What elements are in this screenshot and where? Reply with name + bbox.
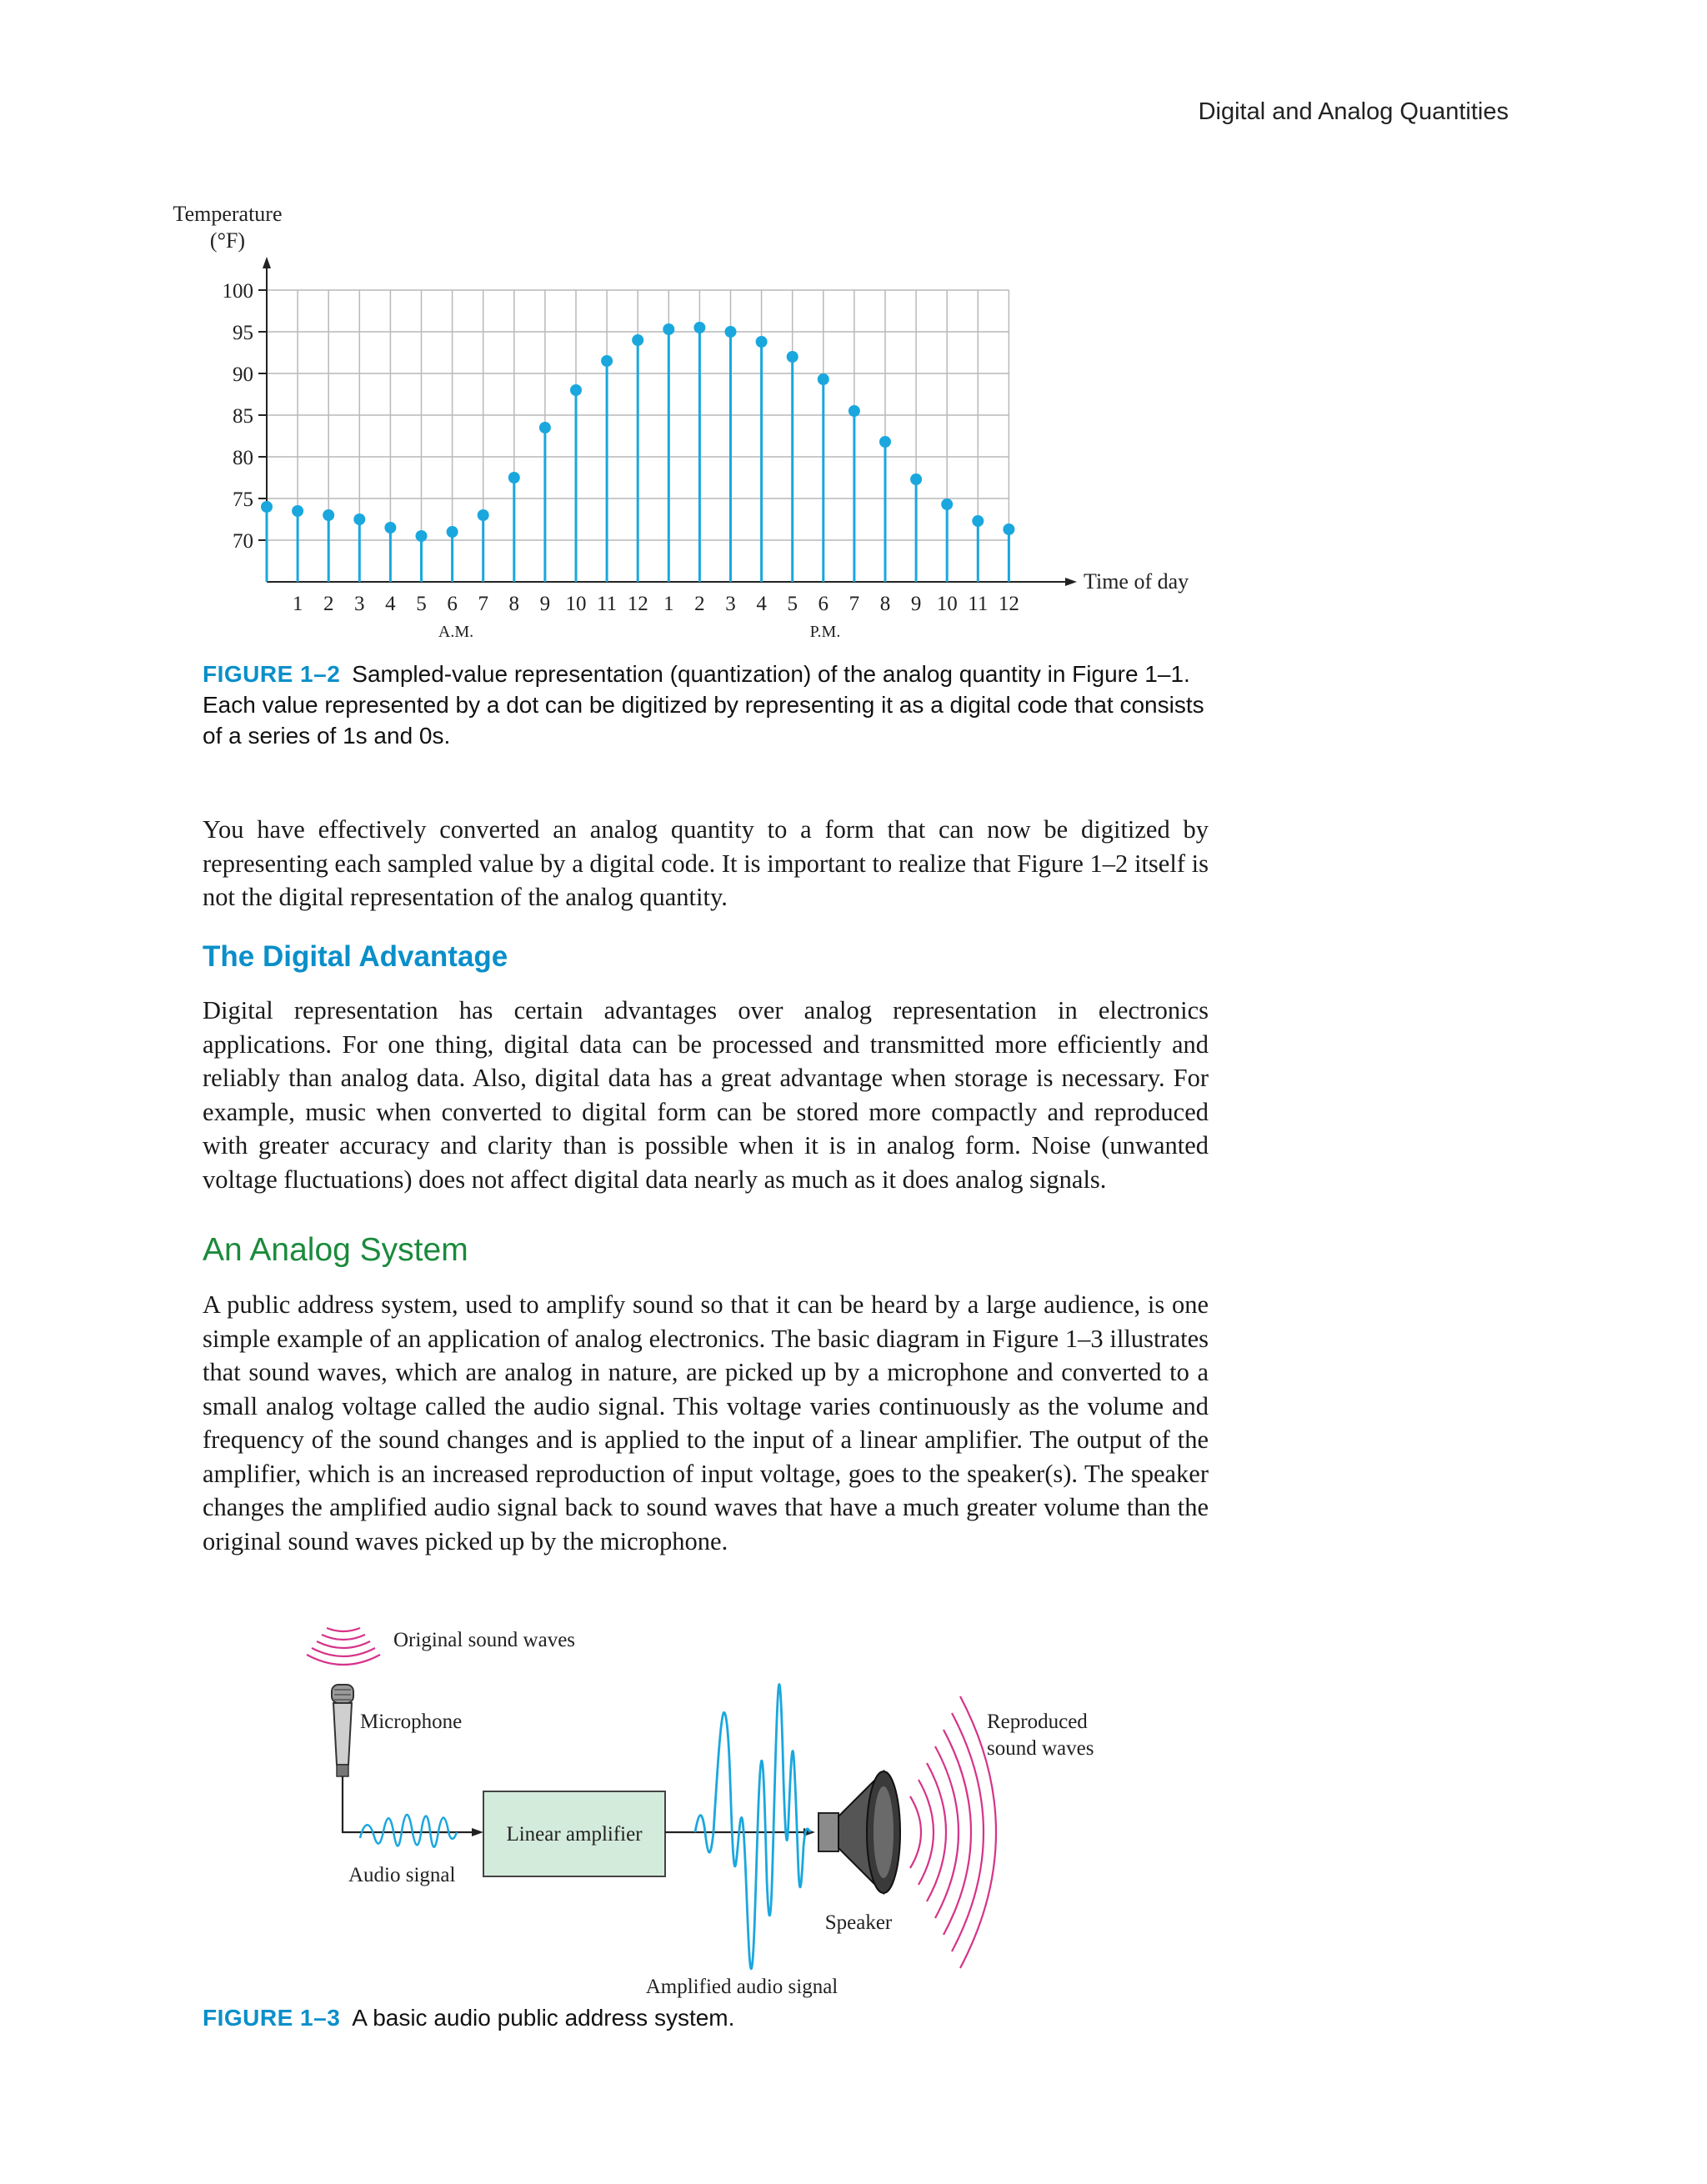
data-point [416,530,428,542]
original-sound-waves-label: Original sound waves [393,1629,576,1651]
section-heading-digital: The Digital Advantage [203,940,508,973]
x-tick-label: 11 [597,593,618,615]
data-stems [267,328,1009,582]
data-point [292,505,303,517]
x-tick-label: 2 [694,593,705,615]
y-tick-label: 90 [233,363,253,386]
input-arrow [472,1828,483,1836]
temperature-sample-chart [173,192,1209,659]
x-tick-label: 11 [968,593,989,615]
figure-label: FIGURE 1–3 [203,2005,341,2031]
data-point [261,501,273,513]
data-point [972,515,984,527]
figure-label: FIGURE 1–2 [203,661,341,687]
data-point [787,351,798,363]
x-tick-label: 7 [848,593,860,615]
reproduced-sound-waves-label-line2: sound waves [987,1737,1094,1760]
y-tick-labels [223,280,268,553]
paragraph-analog-system: A public address system, used to amplify sound so that it can be heard by a large audience, is one simple example of an application of analog electronics. The basic diagram in Figure 1–3 illustrates that sound waves, which are analog in nature, are picked up by a microphone and converted to a small analog voltage called the audio signal. This voltage varies continuously as the volume and frequency of the sound changes and is applied to the input of a linear amplifier. The output of the amplifier, which is an increased reproduction of input voltage, goes to the speaker(s). The speaker changes the amplified audio signal back to sound waves that have a much greater volume than the original sound waves picked up by the microphone. [203,1290,1209,1555]
data-point [478,509,489,521]
data-point [384,522,396,533]
x-tick-label: 10 [936,593,958,615]
figure-caption-text: A basic audio public address system. [352,2005,735,2031]
x-tick-label: 12 [998,593,1019,615]
pa-system-diagram [283,1613,1134,2005]
figure-1-2-caption [203,659,1219,751]
amplified-signal-waveform [695,1685,810,1969]
reproduced-sound-waves-icon [910,1696,996,1968]
x-tick-label: 4 [385,593,396,615]
data-point [632,334,643,346]
x-tick-label: 1 [292,593,303,615]
data-point [910,473,922,485]
x-tick-label: 2 [323,593,334,615]
x-axis-label: Time of day [1084,569,1189,594]
data-point [539,422,551,433]
x-tick-label: 12 [627,593,648,615]
x-tick-label: 1 [663,593,674,615]
audio-signal-label: Audio signal [348,1864,456,1886]
microphone-label: Microphone [360,1711,463,1733]
data-point [601,355,613,367]
mic-cable [343,1776,475,1832]
y-tick-label: 95 [233,322,253,344]
y-axis-label-line2: (°F) [209,228,246,253]
data-point [725,326,737,338]
x-tick-label: 7 [478,593,488,615]
x-axis-arrow [1065,578,1077,586]
data-point [1003,523,1014,535]
x-tick-labels [293,593,1019,615]
original-sound-waves-icon [307,1628,380,1665]
speaker-label: Speaker [824,1911,893,1934]
data-point [508,472,520,483]
running-head: Digital and Analog Quantities [1198,98,1509,125]
y-axis-label-line1: Temperature [173,202,283,226]
x-tick-label: 8 [508,593,520,615]
y-tick-label: 100 [222,280,253,303]
x-tick-label: 6 [818,593,829,615]
x-tick-label: 6 [447,593,458,615]
x-tick-label: 9 [539,593,551,615]
x-tick-label: 5 [416,593,427,615]
x-tick-label: 4 [756,593,767,615]
reproduced-sound-waves-label-line1: Reproduced [987,1711,1088,1733]
audio-signal-waveform [360,1815,457,1847]
data-point [323,509,334,521]
data-point [570,384,582,396]
paragraph-intro: You have effectively converted an analog quantity to a form that can now be digitized by representing each sampled value by a digital code. It is important to realize that Figure 1–2 itself is not the digital representation of the analog quantity. [203,815,1209,911]
am-label: A.M. [438,623,474,641]
x-tick-label: 3 [354,593,365,615]
data-point [353,513,365,525]
data-point [756,336,768,348]
data-point [693,322,705,333]
figure-caption-text: Sampled-value representation (quantization) of the analog quantity in Figure 1–1. Each value represented by a dot can be digitized by representing it as a digital code that consists of a series of 1s and 0s. [203,661,1204,749]
data-point [447,526,458,538]
y-tick-label: 80 [233,447,253,469]
pm-label: P.M. [809,623,841,641]
y-axis-arrow [263,257,271,268]
x-tick-label: 10 [565,593,587,615]
y-tick-label: 85 [233,405,253,428]
amplified-audio-signal-label: Amplified audio signal [645,1976,838,1998]
paragraph-digital-advantage: Digital representation has certain advantages over analog representation in electronics applications. For one thing, digital data can be processed and transmitted more efficiently and reliably than analog data. Also, digital data has a great advantage when storage is necessary. For example, music when converted to digital form can be stored more compactly and reproduced with greater accuracy and clarity than is possible when it is in analog form. Noise (unwanted voltage fluctuations) does not affect digital data nearly as much as it does analog signals. [203,996,1209,1194]
data-point [663,323,674,335]
x-tick-label: 5 [787,593,798,615]
data-point [941,498,953,510]
x-tick-label: 8 [879,593,891,615]
speaker-icon [818,1771,900,1893]
microphone-icon [332,1685,353,1776]
y-tick-label: 75 [233,488,253,511]
x-tick-label: 9 [910,593,922,615]
data-point [818,373,829,385]
data-point [848,405,860,417]
data-point [879,436,891,448]
section-heading-analog: An Analog System [203,1232,468,1268]
figure-1-3-caption [203,2002,1219,2033]
x-tick-label: 3 [725,593,736,615]
y-tick-label: 70 [233,530,253,553]
linear-amplifier-label: Linear amplifier [506,1823,643,1846]
